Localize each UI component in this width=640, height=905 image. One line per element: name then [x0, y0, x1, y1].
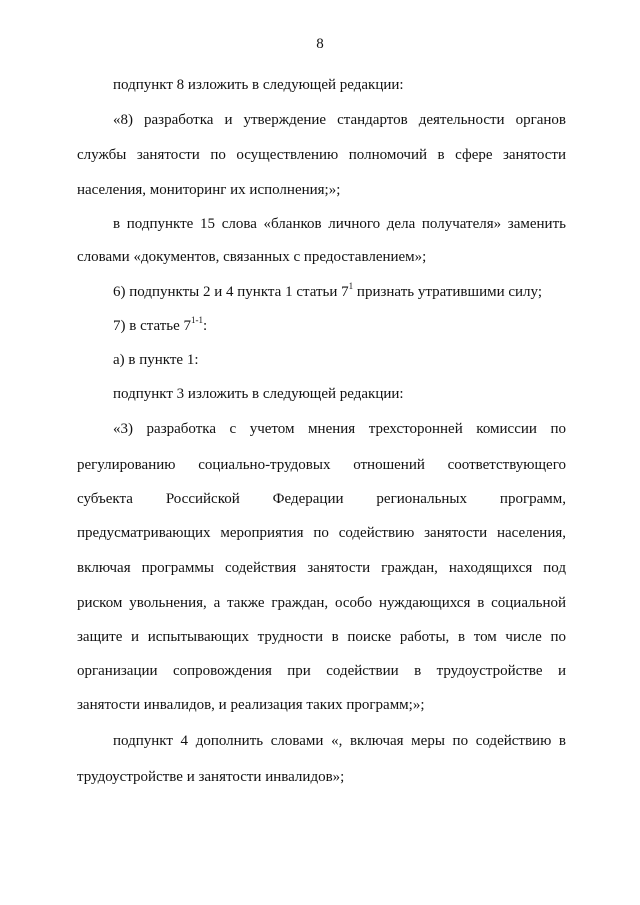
paragraph-line: подпункт 8 изложить в следующей редакции:: [113, 77, 404, 93]
paragraph-line: населения, мониторинг их исполнения;»;: [77, 182, 341, 198]
superscript: 1-1: [191, 315, 204, 325]
paragraph-line: включая программы содействия занятости граждан, находящихся под: [77, 560, 566, 576]
paragraph-line-with-superscript: [113, 317, 566, 335]
superscript: 1: [348, 281, 354, 291]
paragraph-line: регулированию социально-трудовых отношений соответствующего: [77, 457, 566, 473]
paragraph-line: «3) разработка с учетом мнения трехсторонней комиссии по: [113, 421, 566, 437]
paragraph-line: словами «документов, связанных с предоставлением»;: [77, 249, 427, 265]
paragraph-line: риском увольнения, а также граждан, особо нуждающихся в социальной: [77, 595, 566, 611]
text-fragment: признать утратившими силу;: [353, 284, 543, 300]
text-fragment: :: [203, 318, 208, 334]
paragraph-line-with-superscript: [113, 283, 566, 301]
paragraph-line: а) в пункте 1:: [113, 352, 199, 368]
paragraph-line: предусматривающих мероприятия по содействию занятости населения,: [77, 525, 566, 541]
paragraph-line: в подпункте 15 слова «бланков личного дела получателя» заменить: [113, 216, 566, 232]
paragraph-line: организации сопровождения при содействии в трудоустройстве и: [77, 663, 566, 679]
paragraph-line: службы занятости по осуществлению полномочий в сфере занятости: [77, 147, 566, 163]
paragraph-line: занятости инвалидов, и реализация таких программ;»;: [77, 697, 425, 713]
paragraph-line: «8) разработка и утверждение стандартов деятельности органов: [113, 112, 566, 128]
paragraph-line: подпункт 4 дополнить словами «, включая меры по содействию в: [113, 733, 566, 749]
paragraph-line: субъекта Российской Федерации региональных программ,: [77, 491, 566, 507]
paragraph-line: трудоустройстве и занятости инвалидов»;: [77, 769, 345, 785]
text-fragment: 7) в статье 7: [113, 318, 192, 334]
page-number: 8: [316, 36, 324, 52]
paragraph-line: защите и испытывающих трудности в поиске работы, в том числе по: [77, 629, 566, 645]
paragraph-line: подпункт 3 изложить в следующей редакции:: [113, 386, 404, 402]
text-fragment: 6) подпункты 2 и 4 пункта 1 статьи 7: [113, 284, 349, 300]
